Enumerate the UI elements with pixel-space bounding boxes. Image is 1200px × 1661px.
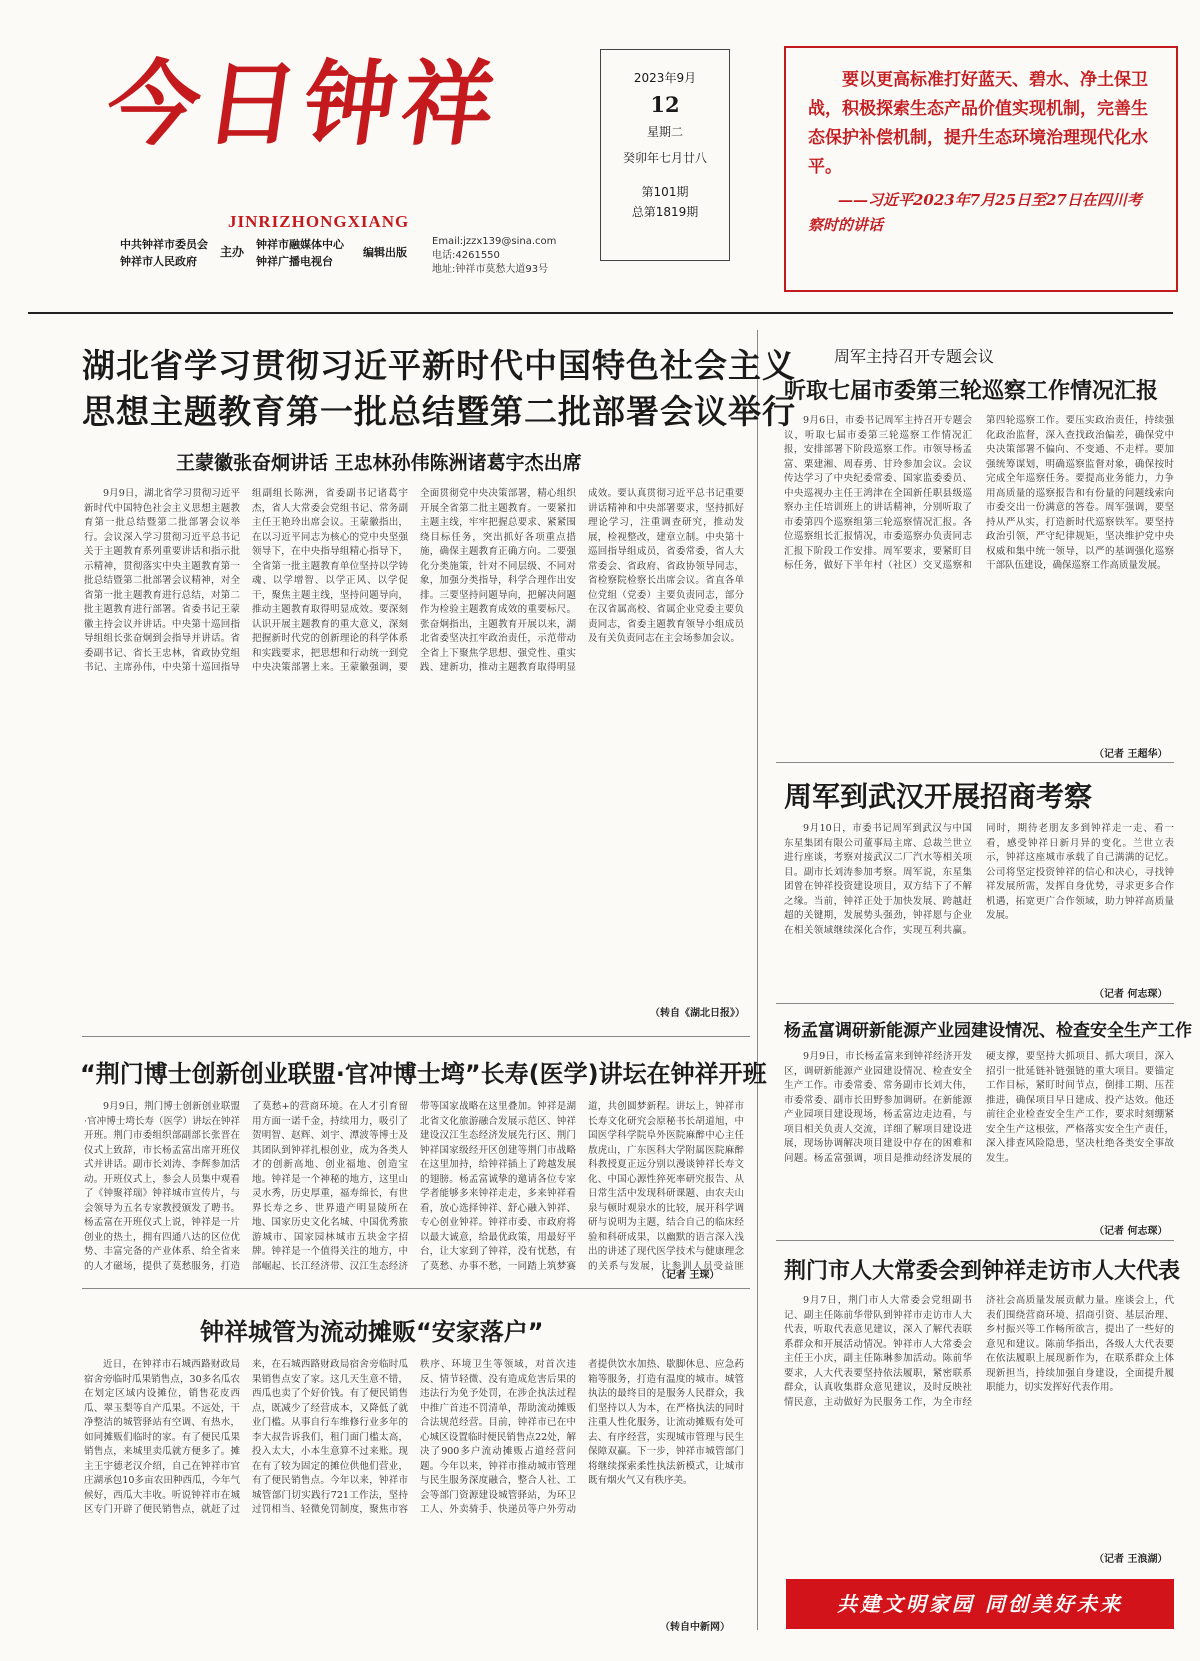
story7-credit: （记者 王浪湖） [1094, 1554, 1168, 1565]
story5-credit: （记者 何志琛） [1094, 989, 1168, 1000]
date-year-month: 2023年9月 [633, 71, 697, 85]
sponsor-1-role: 主办 [220, 245, 245, 259]
date-lunar: 癸卯年七月廿八 [622, 151, 707, 165]
story2-title: “荆门博士创新创业联盟·官冲博士塆”长寿(医学)讲坛在钟祥开班 [80, 1060, 767, 1088]
divider-1 [82, 1036, 750, 1037]
divider-5 [776, 1240, 1174, 1241]
sponsor-1: 中共钟祥市委员会 钟祥市人民政府 [120, 238, 208, 268]
story2-credit: （记者 王琛） [656, 1270, 720, 1281]
story6-body: 9月9日，市长杨孟富来到钟祥经济开发区，调研新能源产业园建设情况、检查安全生产工作。市委常委、常务副市长刘大伟，市委常委、副市长田野参加调研。在新能源产业园项目建设现场，杨孟富边走边看，与项目相关负责人交流，详细了解项目建设进展，现场协调解决项目建设中存在的困难和问题。杨孟富强调，项目是推动经济发展的硬支撑，要坚持大抓项目、抓大项目，深入招引一批延链补链强链的重大项目。要锚定工作目标，紧盯时间节点，倒排工期、压茬推进，确保项目早日建成、投产达效。他还前往企业检查安全生产工作，要求时刻绷紧安全生产这根弦，严格落实安全生产责任，深入排查风险隐患，坚决杜绝各类安全事故发生。 [784, 1051, 1174, 1164]
story7-body: 9月7日，荆门市人大常委会党组副书记、副主任陈前华带队到钟祥市走访市人大代表，听取代表意见建议，深入了解代表联系群众和开展活动情况。钟祥市人大常委会主任王小庆，副主任陈琳参加活动。陈前华要求，人大代表要坚持依法履职，紧密联系群众，认真收集群众意见建议，及时反映社情民意，主动做好为民服务工作，为全市经济社会高质量发展贡献力量。座谈会上，代表们围绕营商环境、招商引资、基层治理、乡村振兴等工作畅所欲言，提出了一些好的意见和建议。陈前华指出，各级人大代表要在依法履职上展现新作为，在联系群众上体现新担当，持续加强自身建设，全面提升履职能力，切实发挥好代表作用。 [784, 1295, 1174, 1408]
lead-credit: （转自《湖北日报》） [650, 1008, 745, 1019]
story3-title: 钟祥城管为流动摊贩“安家落户” [200, 1318, 544, 1346]
divider-4 [776, 1003, 1174, 1004]
date-weekday: 星期二 [646, 125, 683, 139]
issue-number: 第101期 [641, 185, 689, 199]
sponsor-2: 钟祥市融媒体中心 钟祥广播电视台 [256, 238, 344, 268]
story4-kicker: 周军主持召开专题会议 [834, 347, 995, 366]
story4-body: 9月6日，市委书记周军主持召开专题会议，听取七届市委第三轮巡察工作情况汇报，安排部署下阶段巡察工作。市领导杨孟富、栗建湘、周春勇、甘玲参加会议。会议传达学习了中央纪委常委、国家监委委员、中央巡视办主任王鸿津在全国新任职县级巡察办主任培训班上的讲话精神，分别听取了市委第四个巡察组第三轮巡察情况汇报。各位巡察组长汇报情况，市委巡察办负责同志汇报下阶段工作安排。周军要求，要紧盯目标任务，做好下半年村（社区）交叉巡察和第四轮巡察工作。要压实政治责任，持续强化政治监督，深入查找政治偏差，确保党中央决策部署不偏向、不变通、不走样。要加强统筹谋划，明确巡察监督对象，确保按时完成全年巡察任务。要提高业务能力，力争用高质量的巡察报告和有份量的问题线索向市委交出一份满意的答卷。周军强调，要坚持从严从实，打造新时代巡察铁军。要坚持政治引领，严守纪律规矩，坚决维护党中央权威和集中统一领导，以严的基调强化巡察干部队伍建设，确保巡察工作高质量发展。 [784, 415, 1174, 571]
story4-title: 听取七届市委第三轮巡察工作情况汇报 [784, 379, 1159, 404]
story4-credit: （记者 王超华） [1094, 749, 1168, 760]
masthead-logo: 今日钟祥 [100, 50, 508, 158]
slogan-banner: 共建文明家园 同创美好未来 [786, 1579, 1174, 1629]
story3-credit: （转自中新网） [660, 1622, 730, 1633]
story2-body: 9月9日，荆门博士创新创业联盟·官冲博士塆长寿（医学）讲坛在钟祥开班。荆门市委组织部副部长张晋在仪式上致辞，市长杨孟富出席开班仪式并讲话。副市长刘涛、李辉参加活动。开班仪式上，参会人员集中观看了《钟聚祥瑞》钟祥城市宣传片，与会领导为五名专家教授颁发了聘书。杨孟富在开班仪式上说，钟祥是一片创业的热土，拥有四通八达的区位优势、丰富完备的产业体系、给全省来的人才磁场，提供了莫愁服务，打造了莫愁+的营商环境。在人才引育留用方面一诺千金，持续用力，吸引了贺明智、赵辉、刘宇、潭波等博士及其团队到钟祥扎根创业，成为各类人才的创新高地、创业福地、创造宝地。钟祥是一个神秘的地方，这里山灵水秀，历史厚重，福寿绵长，有世界长寿之乡、世界遗产明显陵所在地、国家历史文化名城、中国优秀旅游城市、国家园林城市五块金字招牌。钟祥是一个值得关注的地方，中部崛起、长江经济带、汉江生态经济带等国家战略在这里叠加。钟祥是湖北省文化旅游融合发展示范区、钟祥建设汉江生态经济发展先行区、荆门钟祥国家级经开区创建等荆门市战略在这里加持，给钟祥插上了跨越发展的翅膀。杨孟富诚挚的邀请各位专家学者能够多来钟祥走走，多来钟祥看看，放心选择钟祥、舒心融入钟祥、专心创业钟祥。钟祥市委、市政府将以最大诚意，给最优政策，用最好平台，让大家到了钟祥，没有忧愁，有了莫愁、办事不愁，一同踏上筑梦赛道，共创圆梦新程。讲坛上，钟祥市长寿文化研究会原秘书长胡道旭，中国医学科学院阜外医院麻醉中心主任敖虎山，广东医科大学附属医院麻醉科教授夏正远分别以漫谈钟祥长寿文化、中国心源性猝死率研究报告、从日常生活中发现科研课题、由农夫山泉与顿时观泉水的比较，展开科学调研与说明为主题，结合自己的临床经验和科研成果，以幽默的语言深入浅出的讲述了现代医学技术与健康理念的关系与发展，让参训人员受益匪 [84, 1101, 744, 1272]
story7-title: 荆门市人大常委会到钟祥走访市人大代表 [784, 1259, 1181, 1284]
date-day: 12 [650, 92, 680, 117]
story5-body: 9月10日，市委书记周军到武汉与中国东星集团有限公司董事局主席、总裁兰世立进行座谈，考察对接武汉二厂汽水等相关项目。副市长刘涛参加考察。周军说，东星集团曾在钟祥投资建设项目，双方结下了不解之缘。当前，钟祥正处于加快发展、跨越赶超的关键期，发展势头强劲，钟祥愿与企业在相关领域继续深化合作，实现互利共赢。同时，期待老朋友多到钟祥走一走、看一看，感受钟祥日新月异的变化。兰世立表示，钟祥这座城市承载了自己满满的记忆。公司将坚定投资钟祥的信心和决心，寻找钟祥发展所需，发挥自身优势，寻求更多合作机遇，拓宽更广合作领域，助力钟祥高质量发展。 [784, 823, 1174, 936]
sponsor-2-role: 编辑出版 [363, 246, 407, 259]
lead-title-line1: 湖北省学习贯彻习近平新时代中国特色社会主义 [82, 346, 796, 385]
column-divider [757, 330, 758, 1630]
story6-credit: （记者 何志琛） [1094, 1226, 1168, 1237]
divider-3 [776, 762, 1174, 763]
lead-body: 9月9日，湖北省学习贯彻习近平新时代中国特色社会主义思想主题教育第一批总结暨第二批部署会议举行。会议深入学习贯彻习近平总书记关于主题教育系列重要讲话和指示批示精神，贯彻落实中央主题教育第一批总结暨第二批部署会议精神，对全省第一批主题教育进行总结，对第二批主题教育进行部署。省委书记王蒙徽主持会议并讲话。中央第十巡回指导组组长张奋炯到会指导并讲话。省委副书记、省长王忠林，省政协党组书记、主席孙伟，中央第十巡回指导组副组长陈洲，省委副书记诸葛宇杰，省人大常委会党组书记、常务副主任王艳玲出席会议。王蒙徽指出，在以习近平同志为核心的党中央坚强领导下，在中央指导组精心指导下，全省第一批主题教育单位坚持以学铸魂、以学增智、以学正风、以学促干，聚焦主题主线，坚持问题导向，推动主题教育取得明显成效。要深刻认识开展主题教育的重大意义，深刻把握新时代党的创新理论的科学体系和实践要求，把思想和行动统一到党中央决策部署上来。王蒙徽强调，要全面贯彻党中央决策部署，精心组织开展全省第二批主题教育。一要紧扣主题主线，牢牢把握总要求、紧紧围绕目标任务，突出抓好各项重点措施，确保主题教育正确方向。二要强化分类施策，针对不同层级、不同对象，加强分类指导，科学合理作出安排。三要坚持问题导向，把解决问题作为检验主题教育成效的重要标尺。张奋炯指出，主题教育开展以来，湖北省委坚决扛牢政治责任，示范带动全省上下聚焦学思想、强党性、重实践、建新功，推动主题教育取得明显成效。要认真贯彻习近平总书记重要讲话精神和中央部署要求，坚持抓好理论学习，注重调查研究，推动发展，检视整改，建章立制。中央第十巡回指导组成员，省委常委，省人大常委会、省政府、省政协领导同志，省检察院检察长出席会议。省直各单位党组（党委）主要负责同志，部分在汉省属高校、省属企业党委主要负责同志，省委主题教育领导小组成员及有关负责同志在主会场参加会议。 [84, 488, 744, 673]
masthead-divider [28, 312, 1173, 314]
story3-body: 近日，在钟祥市石城西路财政局宿舍旁临时瓜果销售点，30多名瓜农在划定区域内设摊位，销售花皮西瓜、翠玉梨等自产瓜果。不远处，干净整洁的城管驿站有空调、有热水，如同摊贩们临时的家。有了便民瓜果销售点，来城里卖瓜就方便多了。摊主王宇德老汉介绍，自己在钟祥市官庄湖承包10多亩农田种西瓜，今年气候好，西瓜大丰收。听说钟祥市在城区专门开辟了便民销售点，就赶了过来，在石城西路财政局宿舍旁临时瓜果销售点安了家。这几天生意不错，西瓜也卖了个好价钱。有了便民销售点，既减少了经营成本，又降低了就业门槛。从事自行车维修行业多年的李大叔告诉我们，租门面门槛太高，投入太大，小本生意算不过来账。现在有了较为固定的摊位供他们营业，有了便民销售点。今年以来，钟祥市城管部门切实践行721工作法，坚持过罚相当、轻微免罚制度，聚焦市容秩序、环境卫生等领域，对首次违反、情节轻微、没有造成危害后果的违法行为免予处罚，在涉企执法过程中推广首违不罚清单，帮助流动摊贩合法规范经营。目前，钟祥市已在中心城区设置临时便民销售点22处，解决了900多户流动摊贩占道经营问题。今年以来，钟祥市推动城市管理与民生服务深度融合，整合人社、工会等部门资源建设城管驿站，为环卫工人、外卖骑手、快递员等户外劳动者提供饮水加热、歇脚休息、应急药箱等服务，打造有温度的城市。城管执法的最终目的是服务人民群众，我们坚持以人为本，在严格执法的同时注重人性化服务，让流动摊贩有处可去、有序经营，实现城市管理与民生保障双赢。下一步，钟祥市城管部门将继续探索柔性执法新模式，让城市既有烟火气又有秩序美。 [84, 1359, 744, 1515]
masthead-pinyin: JINRIZHONGXIANG [228, 212, 410, 231]
story5-title: 周军到武汉开展招商考察 [784, 780, 1093, 813]
quote-text: 要以更高标准打好蓝天、碧水、净土保卫战，积极探索生态产品价值实现机制，完善生态保护补偿机制，提升生态环境治理现代化水平。 [808, 70, 1148, 177]
date-box [600, 49, 730, 261]
total-issue-number: 总第1819期 [631, 205, 699, 219]
lead-title-line2: 思想主题教育第一批总结暨第二批部署会议举行 [82, 392, 796, 431]
quote-source: ——习近平2023年7月25日至27日在四川考察时的讲话 [808, 191, 1142, 234]
story6-title: 杨孟富调研新能源产业园建设情况、检查安全生产工作 [784, 1021, 1192, 1041]
divider-2 [82, 1288, 750, 1289]
quote-box [784, 46, 1178, 292]
lead-subtitle: 王蒙徽张奋炯讲话 王忠林孙伟陈洲诸葛宇杰出席 [176, 452, 582, 474]
contact-info: Email:jzzx139@sina.com 电话:4261550 地址:钟祥市莫愁大道93号 [432, 236, 557, 275]
